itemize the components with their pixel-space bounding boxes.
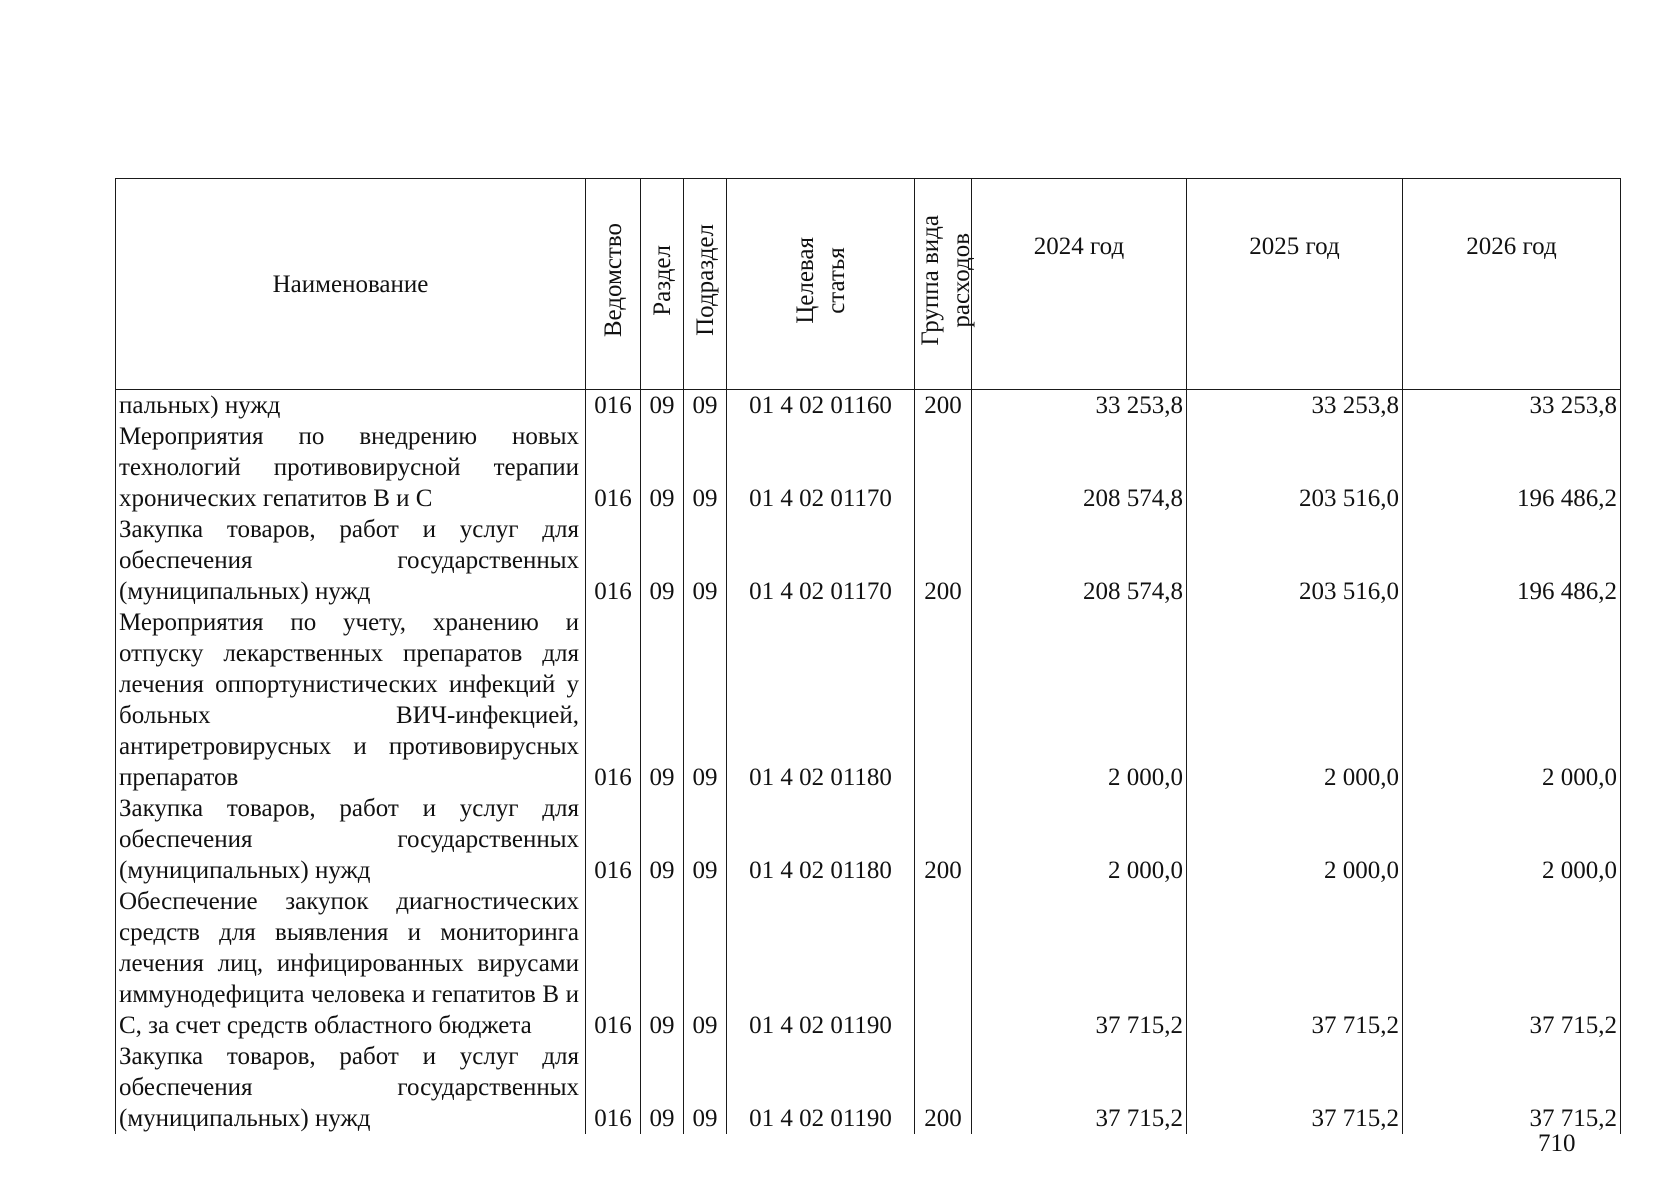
- header-name: Наименование: [116, 179, 586, 390]
- row-name: Закупка товаров, работ и услуг для обеспечения государственных (муниципальных) нужд: [116, 1041, 586, 1134]
- row-name: Обеспечение закупок диагностических средств для выявления и мониторинга лечения лиц, инфицированных вирусами иммунодефицита человека и гепатитов В и С, за счет средств областного бюджета: [116, 886, 586, 1041]
- row-amount-2025: 33 253,8: [1187, 390, 1403, 422]
- row-vedomstvo: 016: [586, 793, 641, 886]
- table-row: [116, 793, 1621, 886]
- row-celevaya-statya: 01 4 02 01160: [727, 390, 915, 422]
- row-celevaya-statya: 01 4 02 01180: [727, 607, 915, 793]
- row-name: Закупка товаров, работ и услуг для обеспечения государственных (муниципальных) нужд: [116, 793, 586, 886]
- table-row: [116, 607, 1621, 793]
- row-celevaya-statya: 01 4 02 01180: [727, 793, 915, 886]
- row-razdel: 09: [641, 886, 684, 1041]
- header-year-2025: 2025 год: [1187, 179, 1403, 390]
- row-celevaya-statya: 01 4 02 01190: [727, 886, 915, 1041]
- row-amount-2024: 208 574,8: [972, 421, 1187, 514]
- row-amount-2026: 37 715,2: [1403, 1041, 1621, 1134]
- row-amount-2025: 203 516,0: [1187, 514, 1403, 607]
- row-name: Закупка товаров, работ и услуг для обеспечения государственных (муниципальных) нужд: [116, 514, 586, 607]
- row-podrazdel: 09: [684, 793, 727, 886]
- row-name: Мероприятия по внедрению новых технологий противовирусной терапии хронических гепатитов В и С: [116, 421, 586, 514]
- row-gruppa: 200: [915, 514, 972, 607]
- row-amount-2024: 208 574,8: [972, 514, 1187, 607]
- row-amount-2026: 196 486,2: [1403, 421, 1621, 514]
- row-celevaya-statya: 01 4 02 01190: [727, 1041, 915, 1134]
- row-amount-2026: 37 715,2: [1403, 886, 1621, 1041]
- row-vedomstvo: 016: [586, 886, 641, 1041]
- row-amount-2024: 37 715,2: [972, 1041, 1187, 1134]
- row-vedomstvo: 016: [586, 390, 641, 422]
- row-amount-2024: 2 000,0: [972, 793, 1187, 886]
- row-amount-2024: 2 000,0: [972, 607, 1187, 793]
- row-amount-2025: 2 000,0: [1187, 793, 1403, 886]
- header-razdel: Раздел: [641, 179, 684, 390]
- row-amount-2026: 33 253,8: [1403, 390, 1621, 422]
- table-row: [116, 886, 1621, 1041]
- row-amount-2025: 2 000,0: [1187, 607, 1403, 793]
- budget-table: [115, 178, 1621, 1134]
- row-razdel: 09: [641, 793, 684, 886]
- row-celevaya-statya: 01 4 02 01170: [727, 421, 915, 514]
- row-podrazdel: 09: [684, 390, 727, 422]
- table-row: [116, 1041, 1621, 1134]
- row-podrazdel: 09: [684, 607, 727, 793]
- row-vedomstvo: 016: [586, 421, 641, 514]
- row-razdel: 09: [641, 1041, 684, 1134]
- row-podrazdel: 09: [684, 421, 727, 514]
- header-celevaya-statya: Целевая статья: [727, 179, 915, 390]
- header-gruppa-vida-rashodov: Группа вида расходов: [915, 179, 972, 390]
- row-gruppa: 200: [915, 1041, 972, 1134]
- table-row: [116, 390, 1621, 422]
- row-gruppa: 200: [915, 793, 972, 886]
- row-amount-2025: 203 516,0: [1187, 421, 1403, 514]
- header-vedomstvo: Ведомство: [586, 179, 641, 390]
- table-row: [116, 421, 1621, 514]
- row-amount-2025: 37 715,2: [1187, 886, 1403, 1041]
- row-gruppa: [915, 421, 972, 514]
- row-razdel: 09: [641, 390, 684, 422]
- row-razdel: 09: [641, 421, 684, 514]
- row-amount-2026: 2 000,0: [1403, 607, 1621, 793]
- row-name: Мероприятия по учету, хранению и отпуску лекарственных препаратов для лечения оппортунистических инфекций у больных ВИЧ-инфекцией, антиретровирусных и противовирусных препаратов: [116, 607, 586, 793]
- row-name: пальных) нужд: [116, 390, 586, 422]
- row-gruppa: 200: [915, 390, 972, 422]
- header-podrazdel: Подраздел: [684, 179, 727, 390]
- header-year-2024: 2024 год: [972, 179, 1187, 390]
- row-vedomstvo: 016: [586, 1041, 641, 1134]
- row-amount-2024: 37 715,2: [972, 886, 1187, 1041]
- row-amount-2025: 37 715,2: [1187, 1041, 1403, 1134]
- table-body: [116, 390, 1621, 1135]
- row-podrazdel: 09: [684, 514, 727, 607]
- row-podrazdel: 09: [684, 1041, 727, 1134]
- row-amount-2024: 33 253,8: [972, 390, 1187, 422]
- header-year-2026: 2026 год: [1403, 179, 1621, 390]
- row-razdel: 09: [641, 514, 684, 607]
- table-header: [116, 179, 1621, 390]
- row-razdel: 09: [641, 607, 684, 793]
- row-gruppa: [915, 886, 972, 1041]
- row-podrazdel: 09: [684, 886, 727, 1041]
- page-number: 710: [1538, 1130, 1576, 1157]
- row-amount-2026: 196 486,2: [1403, 514, 1621, 607]
- row-amount-2026: 2 000,0: [1403, 793, 1621, 886]
- row-vedomstvo: 016: [586, 514, 641, 607]
- row-celevaya-statya: 01 4 02 01170: [727, 514, 915, 607]
- row-vedomstvo: 016: [586, 607, 641, 793]
- table-row: [116, 514, 1621, 607]
- row-gruppa: [915, 607, 972, 793]
